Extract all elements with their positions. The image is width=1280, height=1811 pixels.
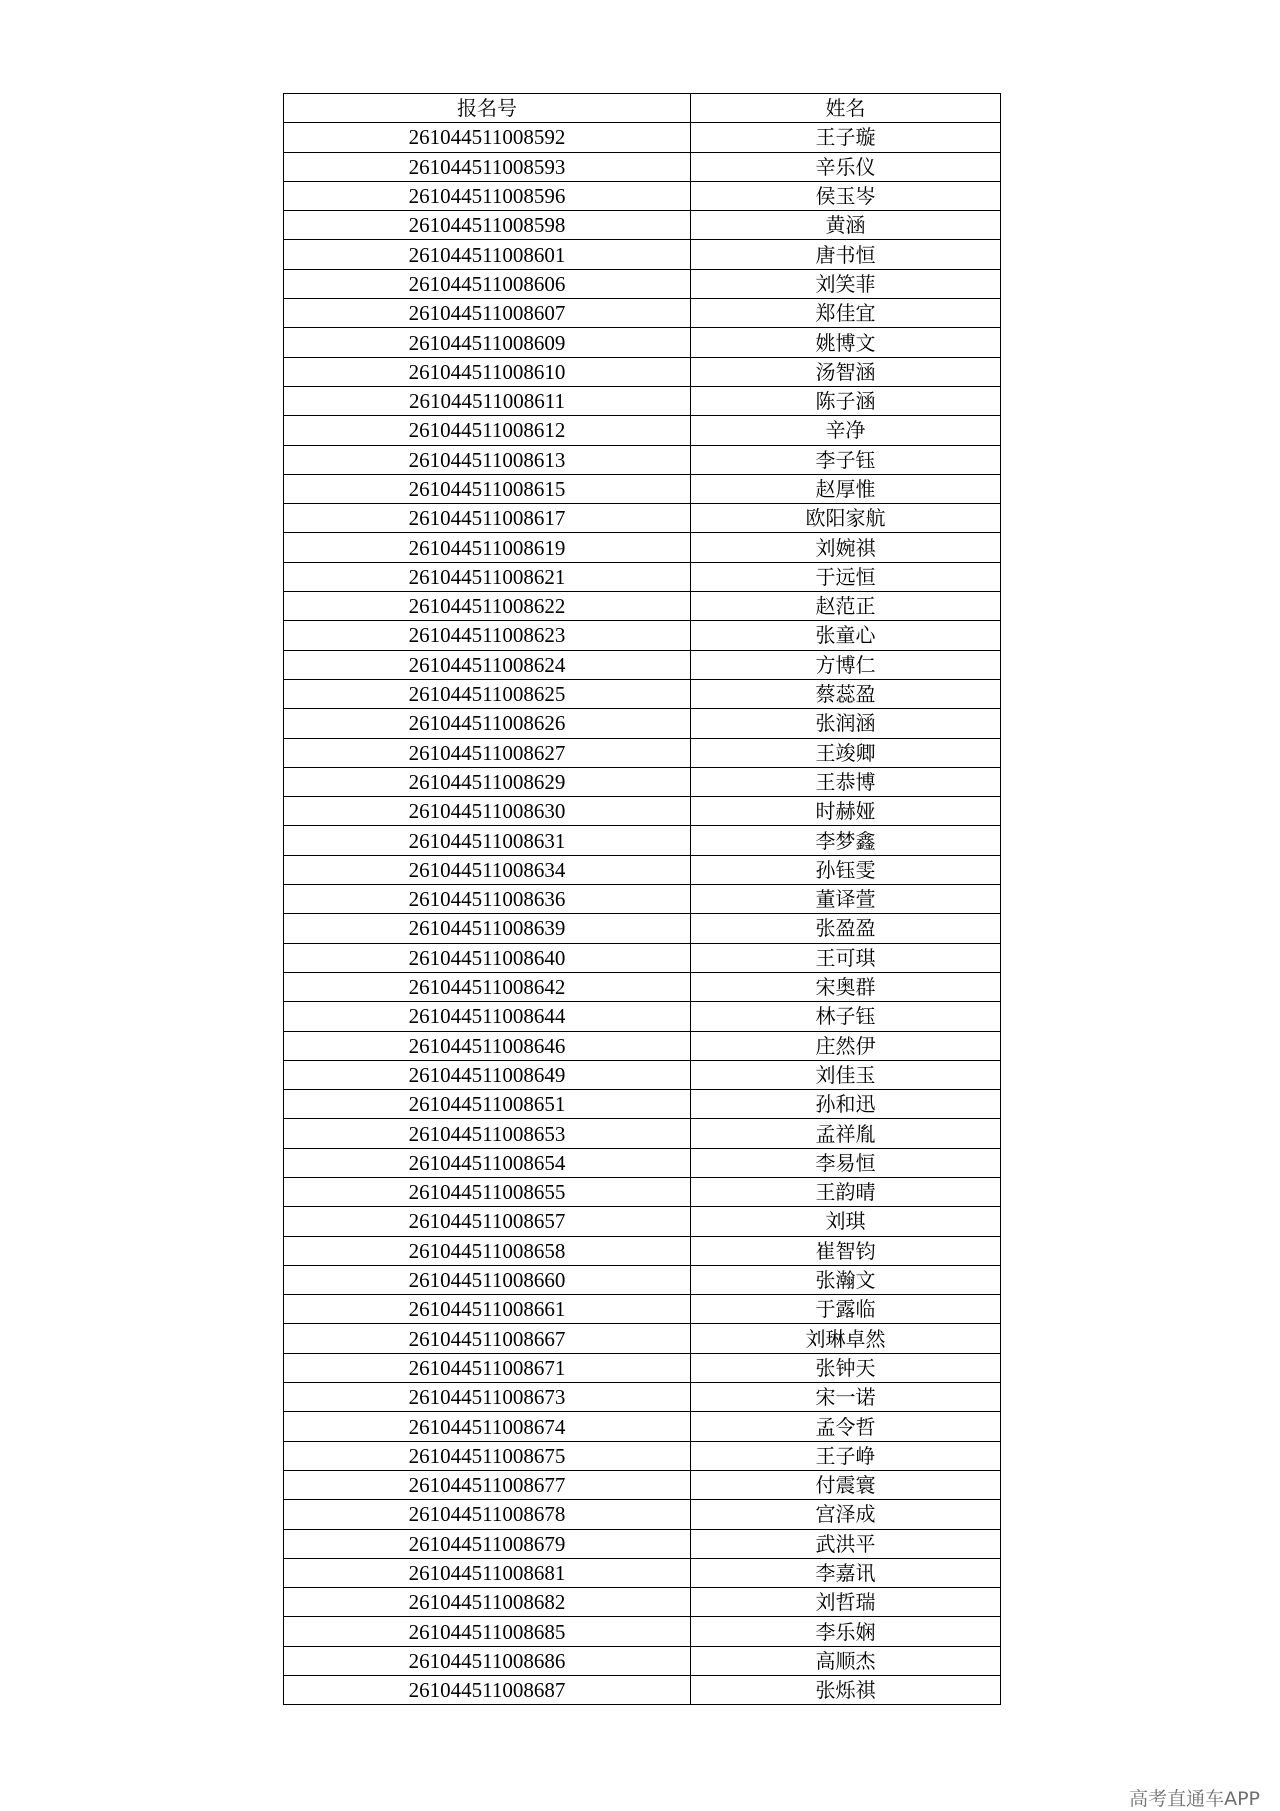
table-row <box>284 1177 1001 1206</box>
registration-number-cell: 261044511008629 <box>284 767 691 796</box>
registration-number-cell: 261044511008677 <box>284 1470 691 1499</box>
registration-number-cell: 261044511008606 <box>284 269 691 298</box>
registration-number-cell: 261044511008610 <box>284 357 691 386</box>
registration-number-cell: 261044511008619 <box>284 533 691 562</box>
registration-number-cell: 261044511008636 <box>284 885 691 914</box>
name-cell: 张润涵 <box>691 709 1001 738</box>
registration-number-cell: 261044511008686 <box>284 1646 691 1675</box>
table-row <box>284 1470 1001 1499</box>
name-cell: 赵范正 <box>691 592 1001 621</box>
table-row <box>284 738 1001 767</box>
name-cell: 欧阳家航 <box>691 504 1001 533</box>
table-row <box>284 826 1001 855</box>
table-row <box>284 1588 1001 1617</box>
table-row <box>284 562 1001 591</box>
name-cell: 王子峥 <box>691 1441 1001 1470</box>
name-cell: 于远恒 <box>691 562 1001 591</box>
table-row <box>284 592 1001 621</box>
name-cell: 李嘉讯 <box>691 1558 1001 1587</box>
table-row <box>284 445 1001 474</box>
table-row <box>284 474 1001 503</box>
roster-body <box>284 123 1001 1705</box>
header-row <box>284 94 1001 123</box>
registration-number-cell: 261044511008657 <box>284 1207 691 1236</box>
name-cell: 孟令哲 <box>691 1412 1001 1441</box>
table-row <box>284 914 1001 943</box>
table-row <box>284 1441 1001 1470</box>
registration-number-cell: 261044511008653 <box>284 1119 691 1148</box>
registration-number-cell: 261044511008675 <box>284 1441 691 1470</box>
name-cell: 侯玉岑 <box>691 181 1001 210</box>
registration-number-cell: 261044511008674 <box>284 1412 691 1441</box>
name-cell: 蔡蕊盈 <box>691 679 1001 708</box>
name-cell: 唐书恒 <box>691 240 1001 269</box>
name-cell: 李子钰 <box>691 445 1001 474</box>
registration-number-cell: 261044511008623 <box>284 621 691 650</box>
header-registration-number: 报名号 <box>284 94 691 123</box>
table-row <box>284 1060 1001 1089</box>
table-row <box>284 1002 1001 1031</box>
registration-number-cell: 261044511008596 <box>284 181 691 210</box>
table-row <box>284 504 1001 533</box>
table-row <box>284 885 1001 914</box>
table-row <box>284 1646 1001 1675</box>
table-row <box>284 943 1001 972</box>
registration-number-cell: 261044511008617 <box>284 504 691 533</box>
name-cell: 刘笑菲 <box>691 269 1001 298</box>
table-row <box>284 416 1001 445</box>
name-cell: 于露临 <box>691 1295 1001 1324</box>
table-row <box>284 299 1001 328</box>
registration-number-cell: 261044511008613 <box>284 445 691 474</box>
name-cell: 方博仁 <box>691 650 1001 679</box>
name-cell: 宫泽成 <box>691 1500 1001 1529</box>
registration-number-cell: 261044511008631 <box>284 826 691 855</box>
registration-number-cell: 261044511008671 <box>284 1353 691 1382</box>
registration-number-cell: 261044511008639 <box>284 914 691 943</box>
registration-number-cell: 261044511008607 <box>284 299 691 328</box>
registration-number-cell: 261044511008601 <box>284 240 691 269</box>
registration-number-cell: 261044511008615 <box>284 474 691 503</box>
name-cell: 王韵晴 <box>691 1177 1001 1206</box>
name-cell: 崔智钧 <box>691 1236 1001 1265</box>
watermark-text: 高考直通车APP <box>1129 1788 1260 1810</box>
name-cell: 王竣卿 <box>691 738 1001 767</box>
registration-number-cell: 261044511008621 <box>284 562 691 591</box>
name-cell: 时赫娅 <box>691 797 1001 826</box>
registration-number-cell: 261044511008627 <box>284 738 691 767</box>
table-row <box>284 152 1001 181</box>
name-cell: 庄然伊 <box>691 1031 1001 1060</box>
name-cell: 辛乐仪 <box>691 152 1001 181</box>
registration-number-cell: 261044511008667 <box>284 1324 691 1353</box>
registration-number-cell: 261044511008626 <box>284 709 691 738</box>
table-row <box>284 181 1001 210</box>
name-cell: 李梦鑫 <box>691 826 1001 855</box>
registration-number-cell: 261044511008625 <box>284 679 691 708</box>
table-row <box>284 1617 1001 1646</box>
name-cell: 张瀚文 <box>691 1265 1001 1294</box>
name-cell: 张童心 <box>691 621 1001 650</box>
name-cell: 宋一诺 <box>691 1383 1001 1412</box>
name-cell: 张钟天 <box>691 1353 1001 1382</box>
table-row <box>284 269 1001 298</box>
registration-number-cell: 261044511008682 <box>284 1588 691 1617</box>
table-row <box>284 650 1001 679</box>
registration-number-cell: 261044511008611 <box>284 386 691 415</box>
table-row <box>284 1412 1001 1441</box>
table-row <box>284 1265 1001 1294</box>
name-cell: 张烁祺 <box>691 1676 1001 1705</box>
table-row <box>284 386 1001 415</box>
table-row <box>284 679 1001 708</box>
registration-number-cell: 261044511008651 <box>284 1090 691 1119</box>
registration-number-cell: 261044511008642 <box>284 972 691 1001</box>
name-cell: 黄涵 <box>691 211 1001 240</box>
registration-number-cell: 261044511008609 <box>284 328 691 357</box>
registration-number-cell: 261044511008649 <box>284 1060 691 1089</box>
registration-number-cell: 261044511008660 <box>284 1265 691 1294</box>
name-cell: 孙钰雯 <box>691 855 1001 884</box>
table-row <box>284 972 1001 1001</box>
name-cell: 郑佳宜 <box>691 299 1001 328</box>
table-row <box>284 621 1001 650</box>
name-cell: 林子钰 <box>691 1002 1001 1031</box>
table-row <box>284 1119 1001 1148</box>
registration-number-cell: 261044511008640 <box>284 943 691 972</box>
table-row <box>284 709 1001 738</box>
table-row <box>284 1353 1001 1382</box>
registration-number-cell: 261044511008598 <box>284 211 691 240</box>
name-cell: 王子璇 <box>691 123 1001 152</box>
table-row <box>284 855 1001 884</box>
name-cell: 汤智涵 <box>691 357 1001 386</box>
table-row <box>284 123 1001 152</box>
registration-number-cell: 261044511008673 <box>284 1383 691 1412</box>
registration-number-cell: 261044511008685 <box>284 1617 691 1646</box>
table-row <box>284 357 1001 386</box>
registration-number-cell: 261044511008593 <box>284 152 691 181</box>
table-row <box>284 1529 1001 1558</box>
name-cell: 李易恒 <box>691 1148 1001 1177</box>
table-row <box>284 1207 1001 1236</box>
name-cell: 孟祥胤 <box>691 1119 1001 1148</box>
table-row <box>284 767 1001 796</box>
table-row <box>284 1090 1001 1119</box>
name-cell: 高顺杰 <box>691 1646 1001 1675</box>
name-cell: 姚博文 <box>691 328 1001 357</box>
table-row <box>284 1295 1001 1324</box>
registration-number-cell: 261044511008678 <box>284 1500 691 1529</box>
table-row <box>284 1236 1001 1265</box>
name-cell: 刘婉祺 <box>691 533 1001 562</box>
registration-number-cell: 261044511008681 <box>284 1558 691 1587</box>
table-row <box>284 1031 1001 1060</box>
registration-number-cell: 261044511008655 <box>284 1177 691 1206</box>
name-cell: 孙和迅 <box>691 1090 1001 1119</box>
table-row <box>284 211 1001 240</box>
name-cell: 刘佳玉 <box>691 1060 1001 1089</box>
registration-number-cell: 261044511008644 <box>284 1002 691 1031</box>
header-name: 姓名 <box>691 94 1001 123</box>
registration-number-cell: 261044511008634 <box>284 855 691 884</box>
roster-table <box>283 93 1001 1705</box>
name-cell: 赵厚惟 <box>691 474 1001 503</box>
registration-number-cell: 261044511008661 <box>284 1295 691 1324</box>
registration-number-cell: 261044511008687 <box>284 1676 691 1705</box>
registration-number-cell: 261044511008624 <box>284 650 691 679</box>
registration-number-cell: 261044511008592 <box>284 123 691 152</box>
roster-sheet <box>283 93 1000 1705</box>
name-cell: 刘琪 <box>691 1207 1001 1236</box>
table-row <box>284 1148 1001 1177</box>
table-row <box>284 1324 1001 1353</box>
table-row <box>284 1383 1001 1412</box>
table-row <box>284 533 1001 562</box>
name-cell: 张盈盈 <box>691 914 1001 943</box>
name-cell: 李乐娴 <box>691 1617 1001 1646</box>
name-cell: 付震寰 <box>691 1470 1001 1499</box>
name-cell: 王可琪 <box>691 943 1001 972</box>
table-row <box>284 797 1001 826</box>
registration-number-cell: 261044511008646 <box>284 1031 691 1060</box>
registration-number-cell: 261044511008658 <box>284 1236 691 1265</box>
table-row <box>284 1558 1001 1587</box>
registration-number-cell: 261044511008679 <box>284 1529 691 1558</box>
registration-number-cell: 261044511008654 <box>284 1148 691 1177</box>
registration-number-cell: 261044511008622 <box>284 592 691 621</box>
table-row <box>284 240 1001 269</box>
table-row <box>284 1500 1001 1529</box>
name-cell: 武洪平 <box>691 1529 1001 1558</box>
registration-number-cell: 261044511008612 <box>284 416 691 445</box>
name-cell: 刘琳卓然 <box>691 1324 1001 1353</box>
table-row <box>284 1676 1001 1705</box>
name-cell: 辛净 <box>691 416 1001 445</box>
name-cell: 王恭博 <box>691 767 1001 796</box>
name-cell: 宋奥群 <box>691 972 1001 1001</box>
name-cell: 刘哲瑞 <box>691 1588 1001 1617</box>
name-cell: 陈子涵 <box>691 386 1001 415</box>
table-row <box>284 328 1001 357</box>
name-cell: 董译萱 <box>691 885 1001 914</box>
registration-number-cell: 261044511008630 <box>284 797 691 826</box>
